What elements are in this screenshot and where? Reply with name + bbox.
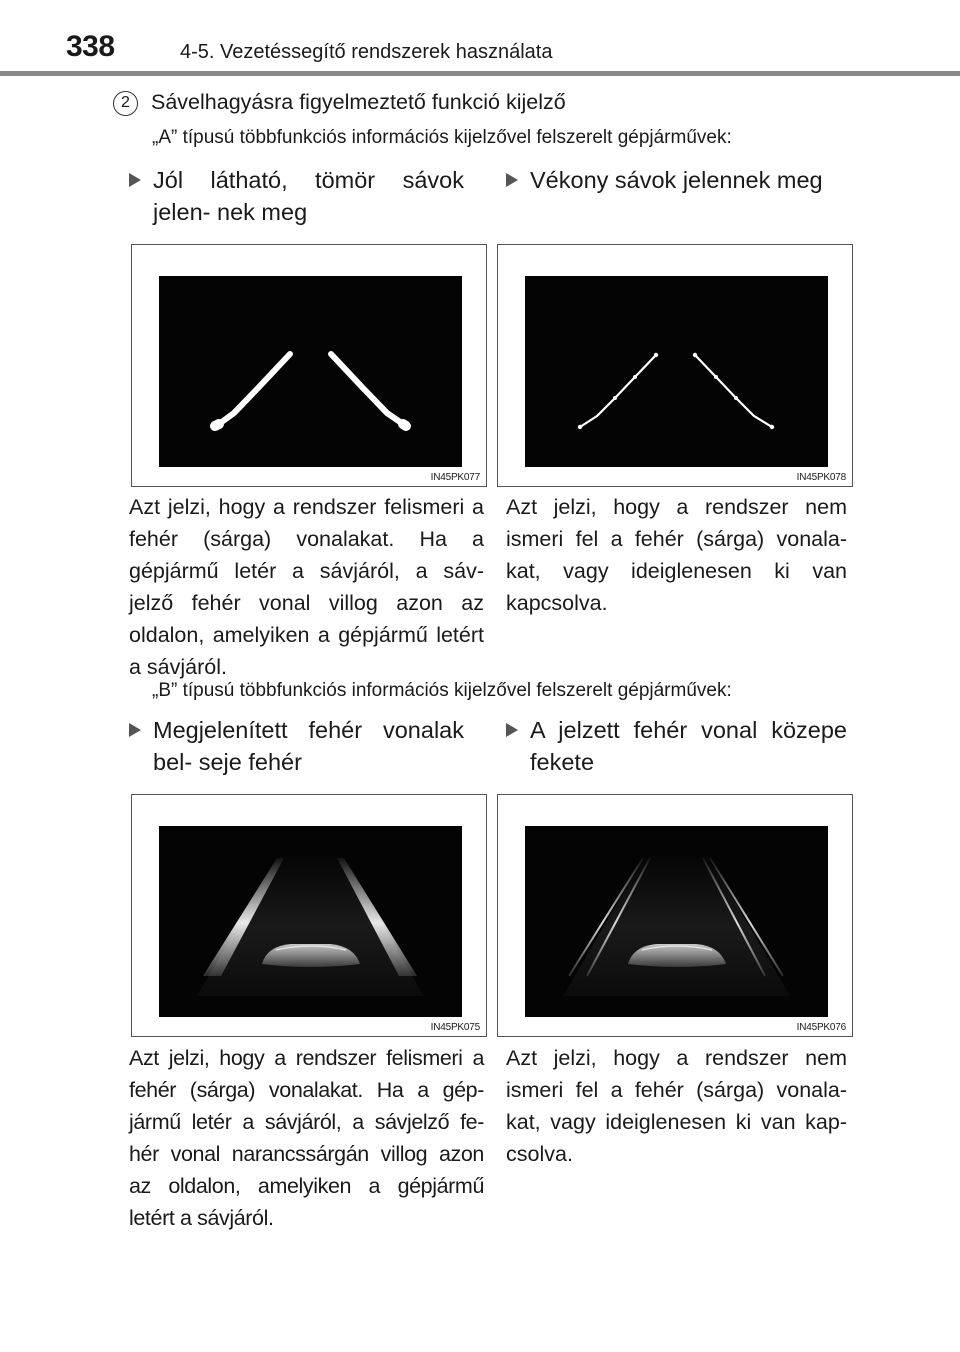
- type-a-right-description: Azt jelzi, hogy a rendszer nem ismeri fel a fehér (sárga) vonala- kat, vagy ideiglenesen ki van kapcsolva.: [506, 495, 847, 615]
- type-a-left-bullet: [129, 164, 464, 228]
- display-screen: [525, 276, 828, 467]
- type-b-right-description: Azt jelzi, hogy a rendszer nem ismeri fel a fehér (sárga) vonala- kat, vagy ideiglenesen ki van kap- csolva.: [506, 1046, 847, 1166]
- type-a-left-description: Azt jelzi, hogy a rendszer felismeri a fehér (sárga) vonalakat. Ha a gépjármű letér a sávjáról, a sáv- jelző fehér vonal villog azon az oldalon, amelyiken a gépjármű letért a sávjáról.: [129, 495, 484, 679]
- type-b-left-bullet: [129, 714, 464, 778]
- bullet-triangle-icon: [506, 723, 518, 737]
- figure-code: IN45PK078: [796, 472, 846, 483]
- thin-lane-lines-icon: [525, 276, 828, 467]
- type-b-right-bullet: [506, 714, 847, 778]
- outlined-lane-lines-with-car-icon: [525, 826, 828, 1017]
- section-number-marker: 2: [113, 91, 138, 116]
- bullet-triangle-icon: [129, 723, 141, 737]
- bullet-text: A jelzett fehér vonal közepe fekete: [530, 717, 847, 775]
- bullet-triangle-icon: [506, 173, 518, 187]
- bullet-text: Jól látható, tömör sávok jelen- nek meg: [153, 167, 464, 225]
- bullet-text: Megjelenített fehér vonalak bel- seje fehér: [153, 717, 464, 775]
- display-screen: [159, 276, 462, 467]
- figure-code: IN45PK076: [796, 1022, 846, 1033]
- section-title: Sávelhagyásra figyelmeztető funkció kijelző: [151, 90, 566, 114]
- figure-thin-lane-lines: [497, 244, 853, 487]
- display-screen: [159, 826, 462, 1017]
- figure-filled-lane-lines: [131, 794, 487, 1037]
- bullet-triangle-icon: [129, 173, 141, 187]
- header-divider: [0, 71, 960, 76]
- type-a-subheading: „A” típusú többfunkciós információs kijelzővel felszerelt gépjárművek:: [152, 127, 732, 148]
- type-b-left-description: Azt jelzi, hogy a rendszer felismeri a fehér (sárga) vonalakat. Ha a gép- jármű letér a sávjáról, a sávjelző fe- hér vonal narancssárgán villog azon az oldalon, amelyiken a gépjármű letért a sávjáról.: [129, 1046, 484, 1230]
- type-b-subheading: „B” típusú többfunkciós információs kijelzővel felszerelt gépjárművek:: [152, 680, 732, 701]
- bullet-text: Vékony sávok jelennek meg: [530, 167, 823, 193]
- filled-lane-lines-with-car-icon: [159, 826, 462, 1017]
- figure-outlined-lane-lines: [497, 794, 853, 1037]
- figure-solid-lane-lines: [131, 244, 487, 487]
- figure-code: IN45PK075: [430, 1022, 480, 1033]
- chapter-title: 4-5. Vezetéssegítő rendszerek használata: [180, 41, 553, 63]
- type-a-right-bullet: [506, 164, 851, 196]
- page-number: 338: [66, 30, 115, 63]
- display-screen: [525, 826, 828, 1017]
- figure-code: IN45PK077: [430, 472, 480, 483]
- solid-lane-lines-icon: [159, 276, 462, 467]
